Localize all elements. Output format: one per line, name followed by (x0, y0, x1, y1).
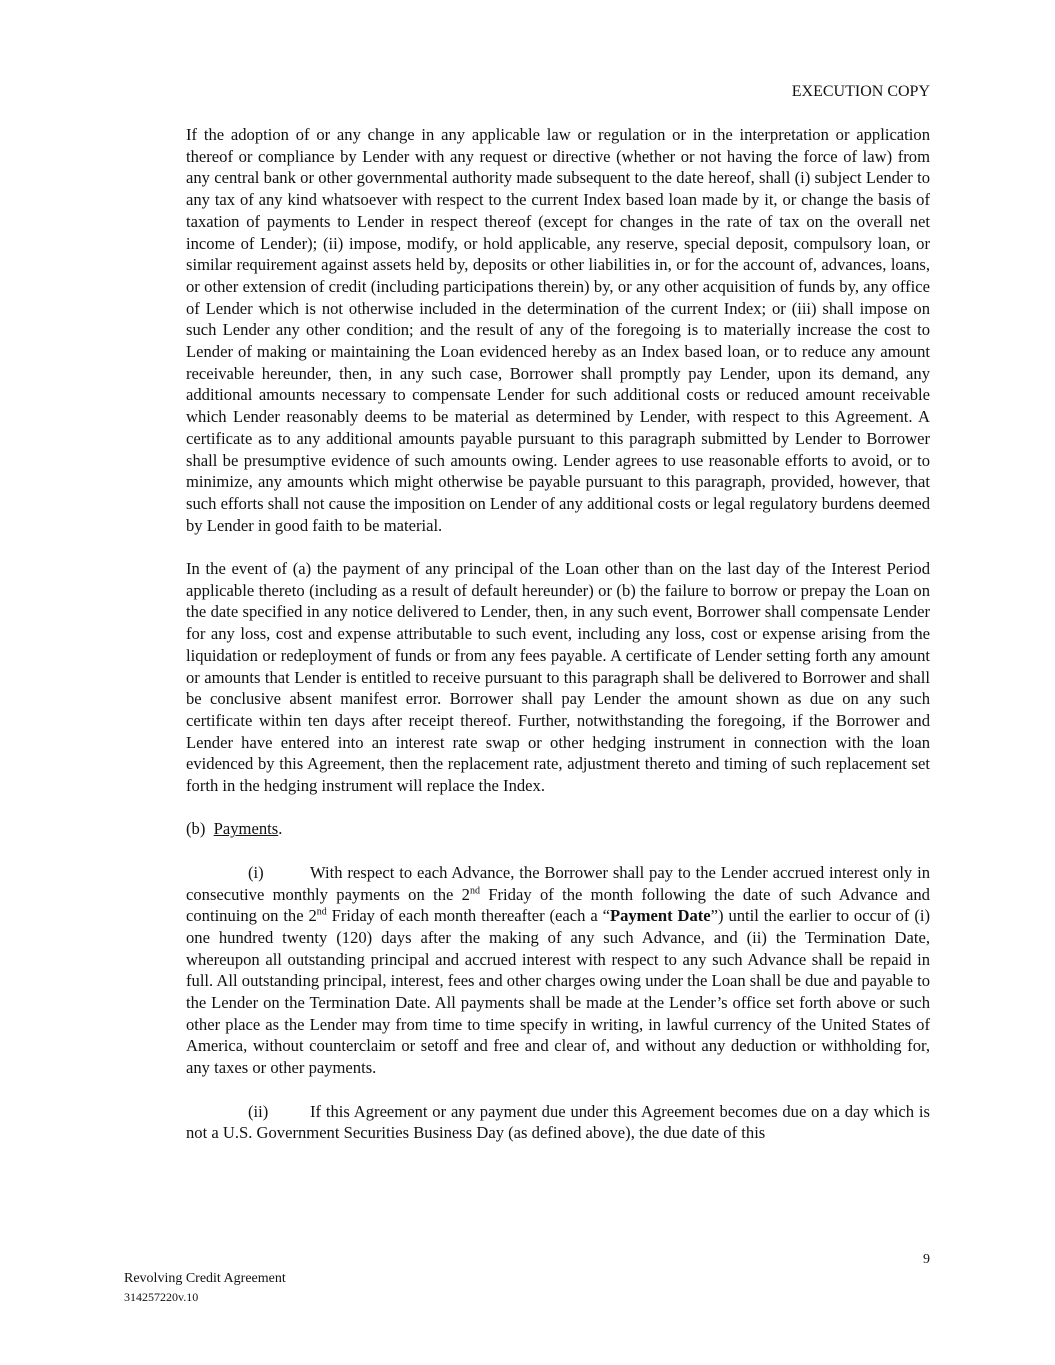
increased-costs-paragraph: If the adoption of or any change in any applicable law or regulation or in the interpretation or application thereof or compliance by Lender with any request or directive (whether or not having the force of law) from any central bank or other governmental authority made subsequent to the date hereof, shall (i) subject Lender to any tax of any kind whatsoever with respect to the current Index based loan made by it, or change the basis of taxation of payments to Lender in respect thereof (except for changes in the rate of tax on the overall net income of Lender); (ii) impose, modify, or hold applicable, any reserve, special deposit, compulsory loan, or similar requirement against assets held by, deposits or other liabilities in, or for the account of, advances, loans, or other extension of credit (including participations therein) by, or any other acquisition of funds by, any office of Lender which is not otherwise included in the determination of the current Index; or (iii) shall impose on such Lender any other condition; and the result of any of the foregoing is to materially increase the cost to Lender of making or maintaining the Loan evidenced hereby as an Index based loan, or to reduce any amount receivable hereunder, then, in any such case, Borrower shall promptly pay Lender, upon its demand, any additional amounts necessary to compensate Lender for such additional costs or reduced amount receivable which Lender reasonably deems to be material as determined by Lender, with respect to this Agreement. A certificate as to any additional amounts payable pursuant to this paragraph submitted by Lender to Borrower shall be presumptive evidence of such amounts owing. Lender agrees to use reasonable efforts to avoid, or to minimize, any amounts which might otherwise be payable pursuant to this paragraph, provided, however, that such efforts shall not cause the imposition on Lender of any additional costs or legal regulatory burdens deemed by Lender in good faith to be material. (186, 125, 930, 535)
item-i-text-1: With respect to each Advance, the Borrower shall pay to the Lender accrued interest only in consecutive monthly payments on the 2 (186, 862, 930, 904)
payment-date-defined-term: Payment Date (609, 906, 711, 926)
execution-copy-label: EXECUTION COPY (791, 83, 930, 100)
document-body (186, 124, 930, 1144)
item-ii-number: (ii) (248, 1101, 269, 1121)
page-number: 9 (923, 1252, 930, 1267)
item-i-sup-1: nd (469, 885, 480, 897)
item-i-text-4: ”) until the earlier to occur of (i) one hundred twenty (120) days after the making of any such Advance, and (ii) the Termination Date, whereupon all outstanding principal and accrued interest with respect to any such Advance shall be repaid in full. All outstanding principal, interest, fees and other charges owing under the Loan shall be due and payable to the Lender on the Termination Date. All payments shall be made at the Lender’s office set forth above or such other place as the Lender may from time to time specify in writing, in lawful currency of the United States of America, without counterclaim or setoff and free and clear of, and without any deduction or withholding for, any taxes or other payments. (186, 906, 930, 1078)
page-footer (124, 1270, 286, 1306)
item-ii-text: If this Agreement or any payment due under this Agreement becomes due on a day which is not a U.S. Government Securities Business Day (as defined above), the due date of this (186, 1101, 930, 1143)
section-b-prefix: (b) (186, 819, 206, 839)
item-i-text-2: Friday of the month following the date of such Advance and continuing on the 2 (186, 884, 930, 926)
item-i-sup-2: nd (316, 906, 327, 918)
section-b-heading (186, 818, 930, 840)
payments-item-ii (186, 1101, 930, 1144)
breakage-costs-paragraph: In the event of (a) the payment of any principal of the Loan other than on the last day of the Interest Period applicable thereto (including as a result of default hereunder) or (b) the failure to borrow or prepay the Loan on the date specified in any notice delivered to Lender, then, in any such event, Borrower shall compensate Lender for any loss, cost and expense attributable to such event, including any loss, cost or expense arising from the liquidation or redeployment of funds or from any fees payable. A certificate of Lender setting forth any amount or amounts that Lender is entitled to receive pursuant to this paragraph shall be delivered to Borrower and shall be conclusive absent manifest error. Borrower shall pay Lender the amount shown as due on any such certificate within ten days after receipt thereof. Further, notwithstanding the foregoing, if the Borrower and Lender have entered into an interest rate swap or other hedging instrument in connection with the loan evidenced by this Agreement, then the replacement rate, adjustment thereto and timing of such replacement set forth in the hedging instrument will replace the Index. (186, 559, 930, 796)
section-b-title: Payments (213, 819, 279, 839)
section-b-suffix: . (278, 819, 283, 839)
footer-document-id: 314257220v.10 (124, 1290, 199, 1304)
footer-document-title: Revolving Credit Agreement (124, 1271, 286, 1286)
payments-item-i (186, 862, 930, 1079)
item-i-number: (i) (248, 862, 264, 882)
item-i-text-3: Friday of each month thereafter (each a “ (326, 906, 610, 926)
